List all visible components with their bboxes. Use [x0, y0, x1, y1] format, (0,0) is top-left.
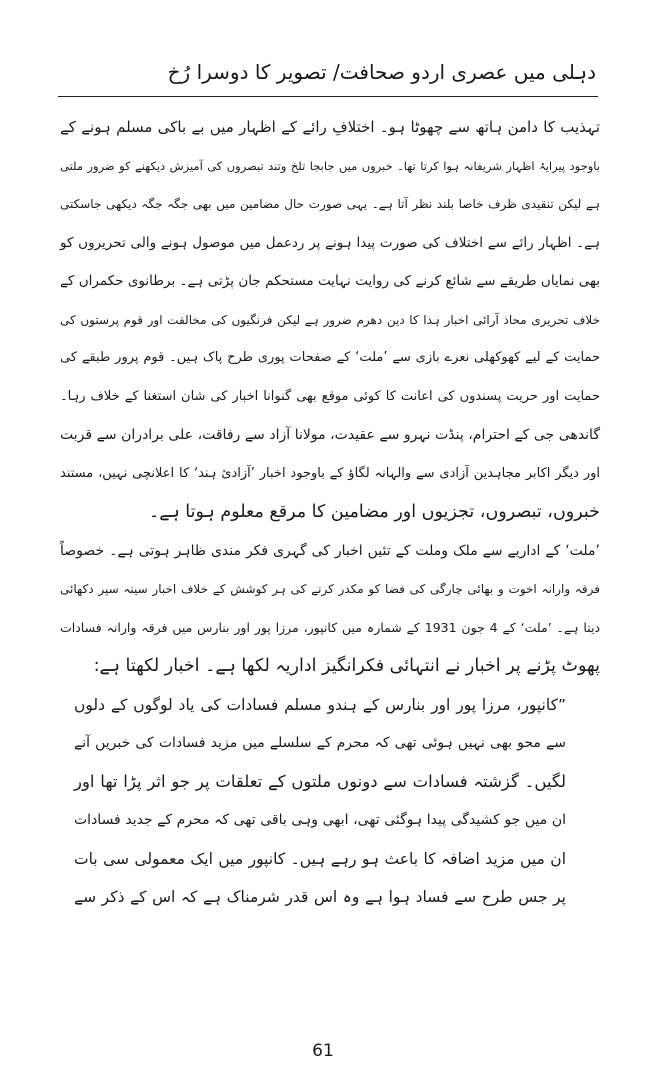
paragraph-1 [60, 108, 600, 532]
quote-line: ”کانپور، مرزا پور اور بنارس کے ہندو مسلم فسادات کی یاد لوگوں کے دلوں [74, 695, 566, 714]
header-rule [58, 96, 598, 97]
paragraph-2 [60, 532, 600, 686]
text-line: ہے لیکن تنقیدی ظرف خاصا بلند نظر آتا ہے۔ یہی صورت حال مضامین میں بھی جگہ جگہ دیکھی جاسکتی [60, 197, 600, 211]
text-line: اور دیگر اکابر مجاہدین آزادی سے والہانہ لگاؤ کے باوجود اخبار ’آزادیٔ ہند‘ کا اعلانچی نہیں، مستند [60, 465, 600, 481]
text-line: حمایت اور حریت پسندوں کی اعانت کا کوئی موقع بھی گنوانا اخبار کی شان استغنا کے خلاف رہا۔ [60, 388, 600, 404]
block-quote [60, 686, 600, 917]
text-line: ’ملت‘ کے اداریے سے ملک وملت کے تئیں اخبار کی گہری فکر مندی ظاہر ہوتی ہے۔ خصوصاً [60, 542, 600, 559]
text-line: ہے۔ اظہار رائے سے اختلاف کی صورت پیدا ہونے پر ردعمل میں موصول ہونے والی تحریروں کو [60, 234, 600, 251]
quote-line: سے محو بھی نہیں ہوئی تھی کہ محرم کے سلسلے میں مزید فسادات کی خبریں آنے [74, 735, 566, 751]
running-head: دہلی میں عصری اردو صحافت/ تصویر کا دوسرا رُخ [167, 60, 596, 84]
text-line: بھی نمایاں طریقے سے شائع کرنے کی روایت نہایت مستحکم جان پڑتی ہے۔ برطانوی حکمراں کے [60, 273, 600, 289]
quote-line: ان میں مزید اضافہ کا باعث ہو رہے ہیں۔ کانپور میں ایک معمولی سی بات [74, 849, 566, 868]
text-line: تہذیب کا دامن ہاتھ سے چھوٹا ہو۔ اختلافِ رائے کے اظہار میں بے باکی مسلم ہونے کے [60, 118, 600, 136]
body-text [60, 108, 600, 917]
text-line: خبروں، تبصروں، تجزیوں اور مضامین کا مرقع معلوم ہوتا ہے۔ [148, 502, 600, 522]
text-line: حمایت کے لیے کھوکھلی نعرے بازی سے ’ملت‘ کے صفحات پوری طرح پاک ہیں۔ قوم پرور طبقے کی [60, 350, 600, 365]
text-line: خلاف تحریری محاذ آرائی اخبار ہذا کا دین دھرم ضرور ہے لیکن فرنگیوں کی مخالفت اور قوم پرستوں کی [60, 312, 600, 327]
text-line: دیتا ہے۔ ’ملت‘ کے 4 جون 1931 کے شمارہ میں کانپور، مرزا پور اور بنارس میں فرقہ وارانہ فسادات [60, 619, 601, 635]
text-line: پھوٹ پڑنے پر اخبار نے انتہائی فکرانگیز اداریہ لکھا ہے۔ اخبار لکھتا ہے: [93, 656, 600, 676]
quote-line: لگیں۔ گزشتہ فسادات سے دونوں ملتوں کے تعلقات پر جو اثر پڑا تھا اور [74, 771, 566, 791]
text-line: باوجود پیرایۂ اظہار شریفانہ ہوا کرتا تھا۔ خبروں میں جابجا تلخ وتند تبصروں کی آمیزش دیکھنے کو ضرور ملتی [60, 158, 600, 173]
text-line: فرقہ وارانہ اخوت و بھائی چارگی کی فضا کو مکدر کرنے کی ہر کوشش کے خلاف اخبار سینہ سپر دکھائی [60, 582, 600, 596]
text-line: گاندھی جی کے احترام، پنڈت نہرو سے عقیدت، مولانا آزاد سے رفاقت، علی برادران سے قربت [60, 427, 600, 443]
quote-line: پر جس طرح سے فساد ہوا ہے وہ اس قدر شرمناک ہے کہ اس کے ذکر سے [74, 888, 566, 906]
page-number: 61 [312, 1041, 334, 1061]
quote-line: ان میں جو کشیدگی پیدا ہوگئی تھی، ابھی وہی باقی تھی کہ محرم کے جدید فسادات [74, 812, 566, 828]
